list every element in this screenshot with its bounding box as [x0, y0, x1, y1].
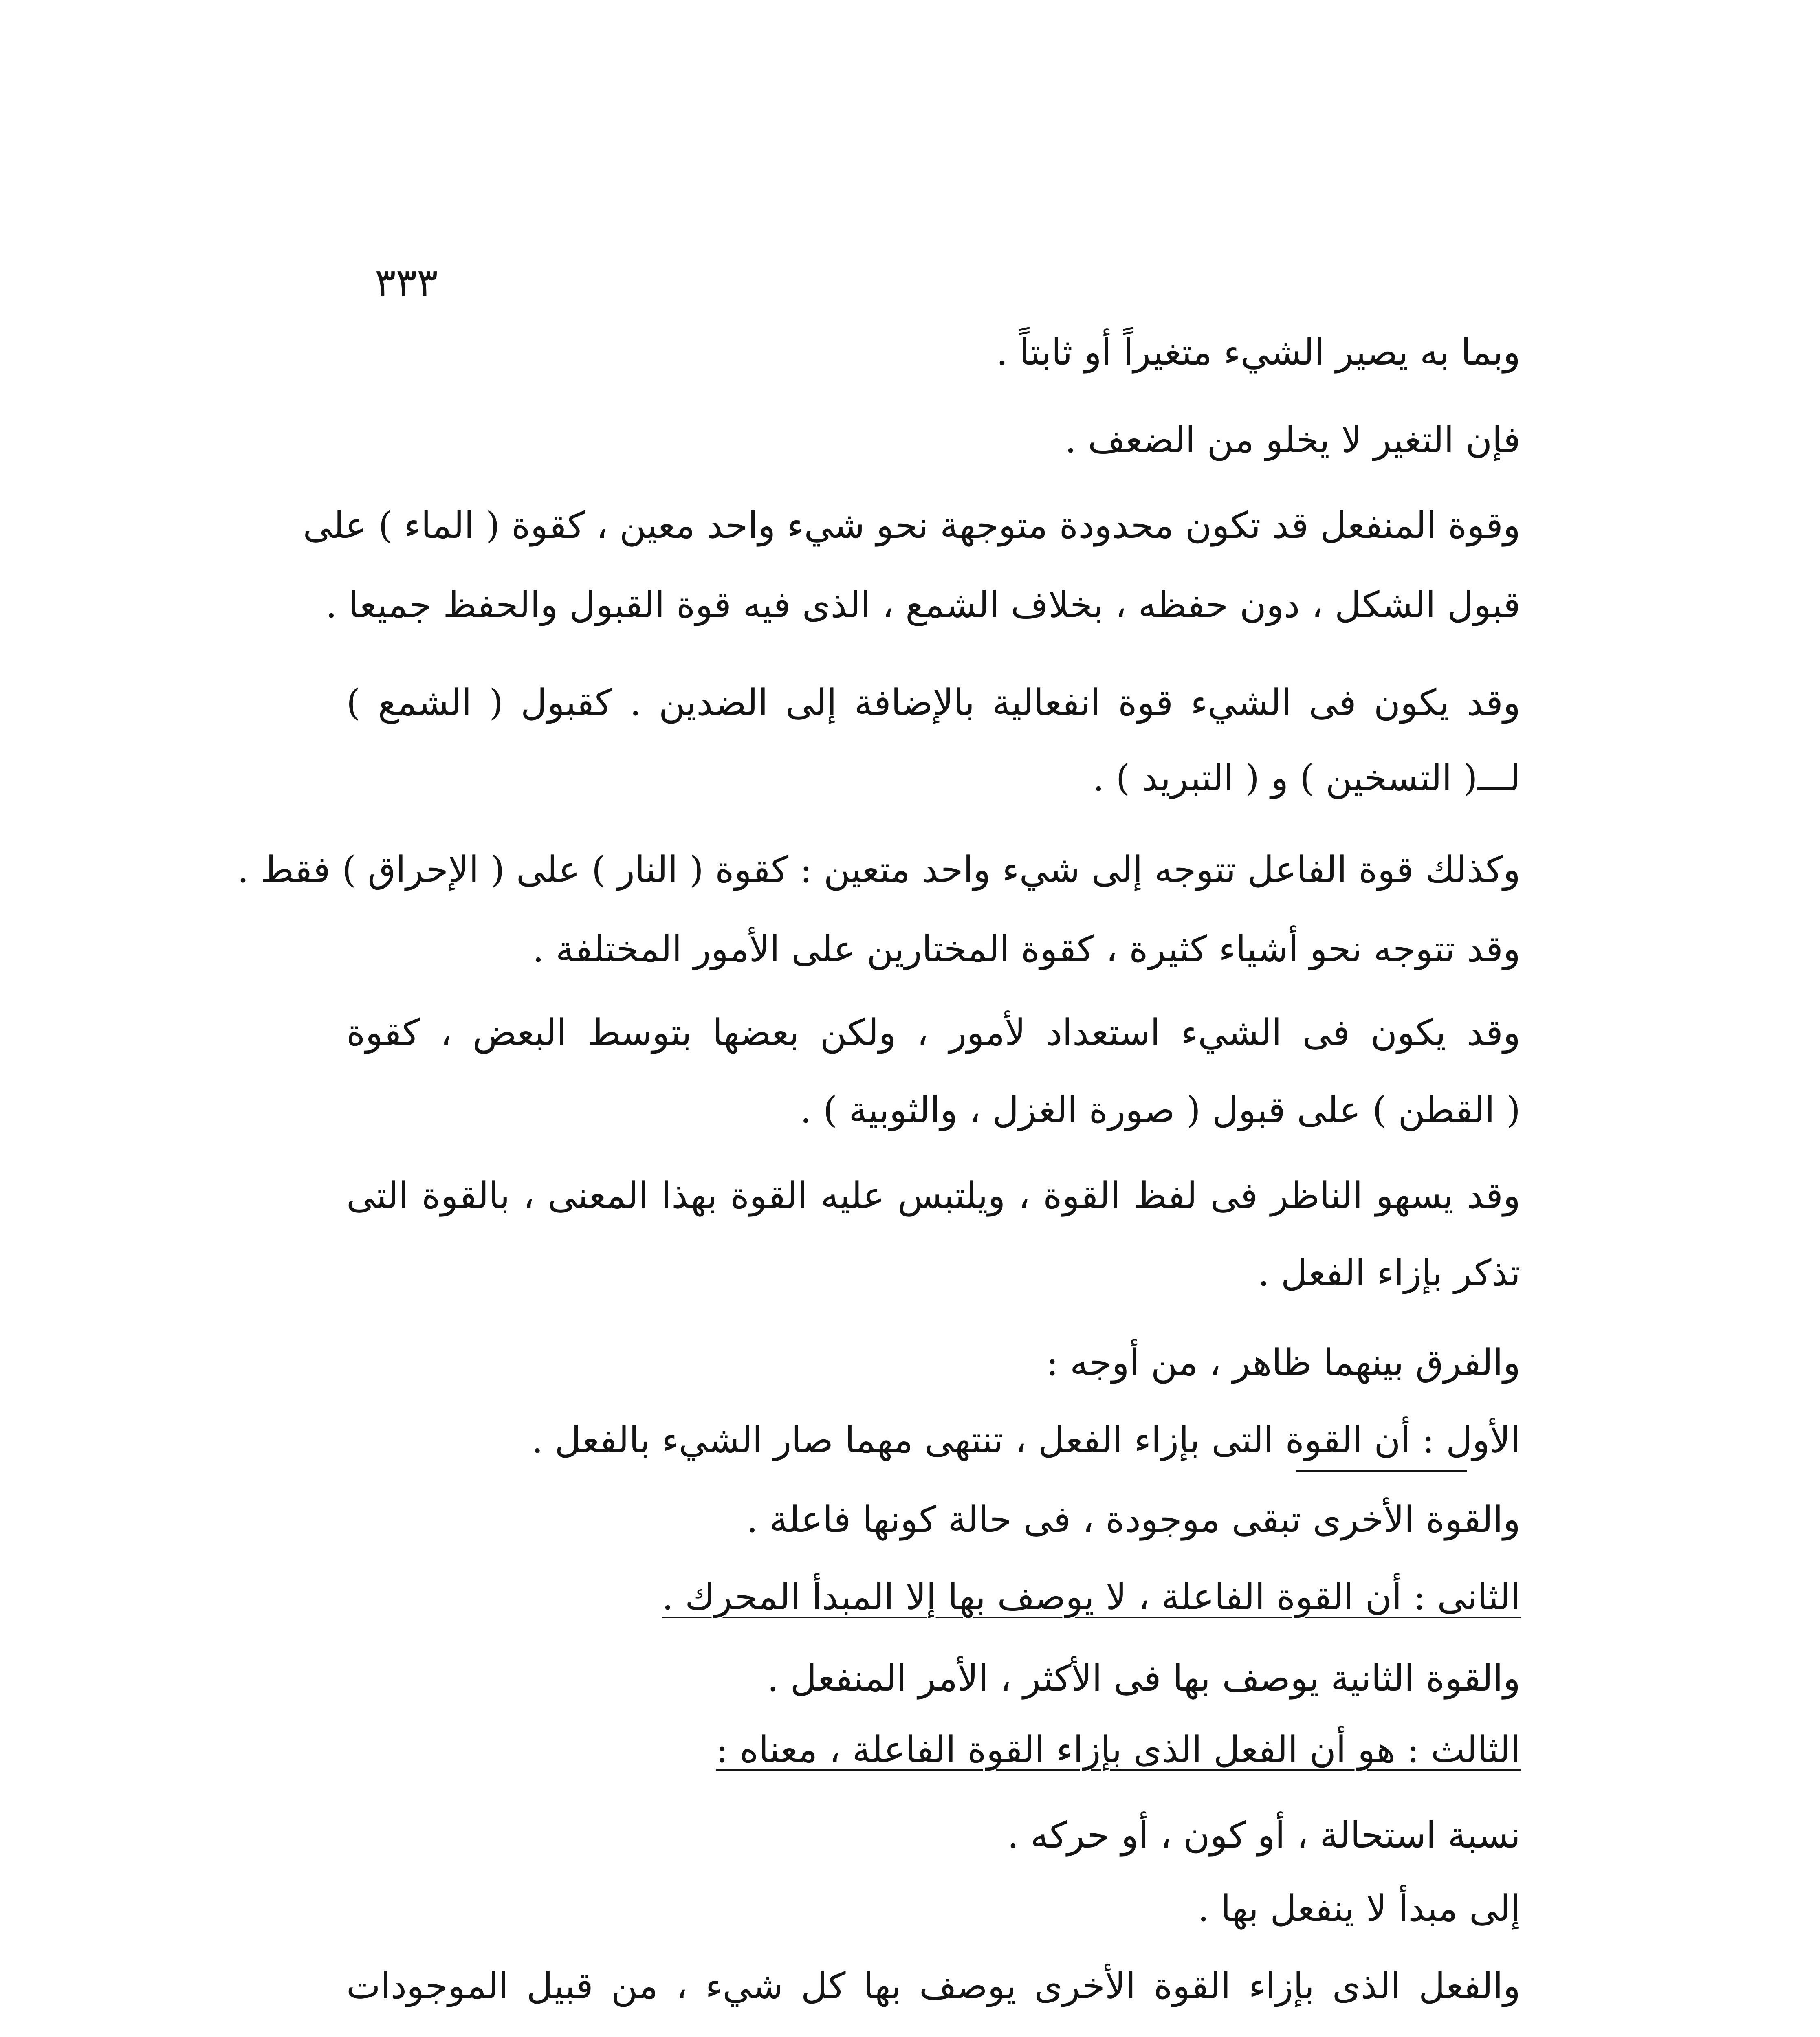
text-line: وقد يسهو الناظر فى لفظ القوة ، ويلتبس عليه القوة بهذا المعنى ، بالقوة التى: [346, 1174, 1521, 1216]
rule-line: [1296, 1470, 1467, 1472]
text-line: وقوة المنفعل قد تكون محدودة متوجهة نحو شيء واحد معين ، كقوة ( الماء ) على: [303, 504, 1521, 546]
text-line: الأول : أن القوة التى بإزاء الفعل ، تنتهى مهما صار الشيء بالفعل .: [531, 1419, 1521, 1461]
text-line: الثانى : أن القوة الفاعلة ، لا يوصف بها إلا المبدأ المحرك .: [662, 1575, 1521, 1618]
text-line: لـــ( التسخين ) و ( التبريد ) .: [1093, 757, 1521, 799]
text-line: قبول الشكل ، دون حفظه ، بخلاف الشمع ، الذى فيه قوة القبول والحفظ جميعا .: [325, 583, 1521, 626]
text-line: والفعل الذى بإزاء القوة الأخرى يوصف بها كل شيء ، من قبيل الموجودات: [346, 1964, 1521, 2007]
text-line: تذكر بإزاء الفعل .: [1258, 1252, 1521, 1294]
text-line: والقوة الثانية يوصف بها فى الأكثر ، الأمر المنفعل .: [767, 1657, 1521, 1699]
text-line: إلى مبدأ لا ينفعل بها .: [1197, 1887, 1521, 1929]
text-line: وقد يكون فى الشيء قوة انفعالية بالإضافة إلى الضدين . كقبول ( الشمع ): [346, 681, 1521, 724]
text-line: وكذلك قوة الفاعل تتوجه إلى شيء واحد متعين : كقوة ( النار ) على ( الإحراق ) فقط .: [237, 848, 1521, 891]
text-line: والفرق بينهما ظاهر ، من أوجه :: [1046, 1341, 1521, 1384]
text-line: ( القطن ) على قبول ( صورة الغزل ، والثوبية ) .: [800, 1089, 1521, 1131]
text-line: والقوة الأخرى تبقى موجودة ، فى حالة كونها فاعلة .: [746, 1498, 1521, 1540]
text-line: وقد يكون فى الشيء استعداد لأمور ، ولكن بعضها بتوسط البعض ، كقوة: [346, 1011, 1521, 1054]
text-line: فإن التغير لا يخلو من الضعف .: [1065, 418, 1521, 461]
text-line: وقد تتوجه نحو أشياء كثيرة ، كقوة المختارين على الأمور المختلفة .: [533, 928, 1521, 970]
text-line: نسبة استحالة ، أو كون ، أو حركه .: [1007, 1814, 1521, 1856]
text-line: الثالث : هو أن الفعل الذى بإزاء القوة الفاعلة ، معناه :: [715, 1728, 1521, 1771]
text-line: وبما به يصير الشيء متغيراً أو ثابتاً .: [996, 331, 1521, 373]
page-number: ٣٣٣: [375, 260, 438, 306]
